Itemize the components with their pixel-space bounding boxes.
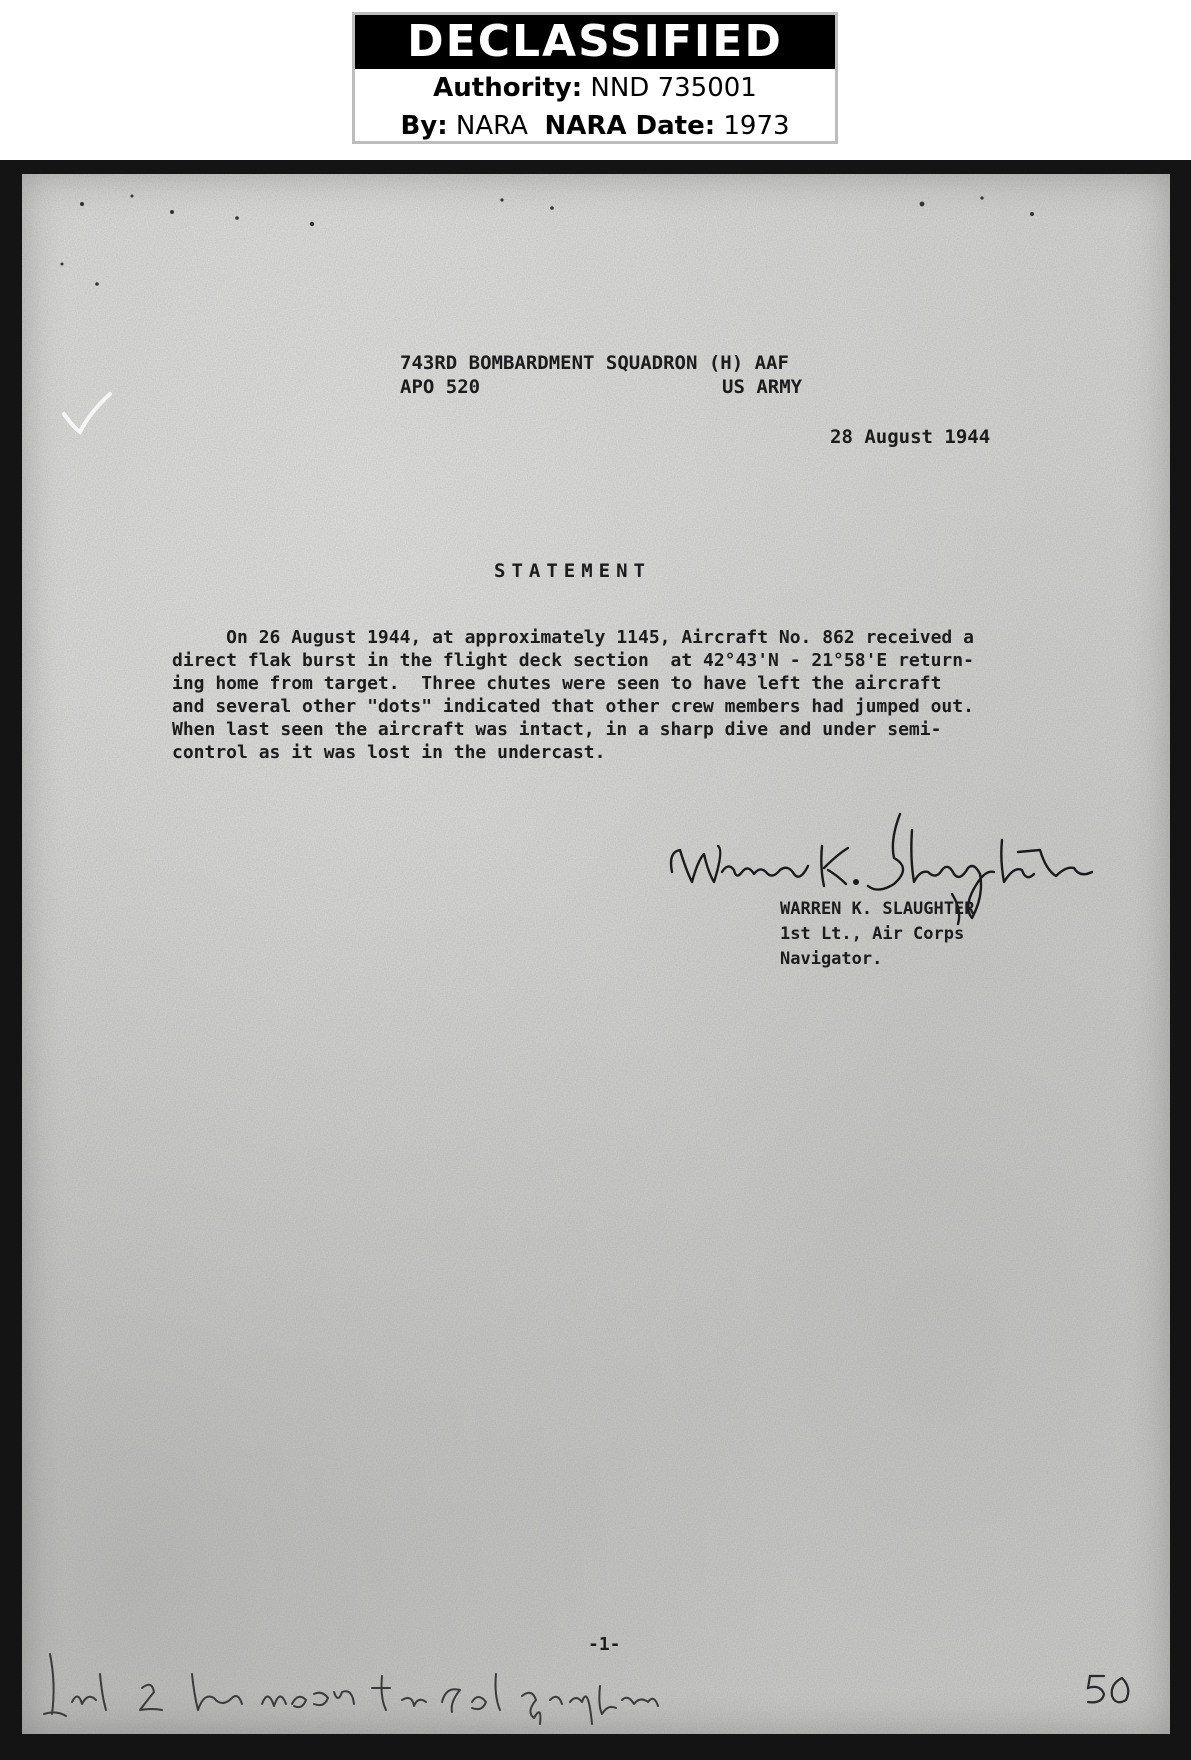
- stamp-authority-value: NND 735001: [590, 73, 757, 103]
- stamp-title: DECLASSIFIED: [355, 15, 835, 69]
- document-date: 28 August 1944: [830, 426, 991, 448]
- statement-heading: STATEMENT: [494, 560, 651, 582]
- paper-sheet: [22, 174, 1170, 1734]
- scanned-page-background: [0, 160, 1191, 1760]
- paper-grain-texture: [22, 174, 1170, 1734]
- signer-name: WARREN K. SLAUGHTER: [780, 899, 975, 919]
- stamp-by-value: NARA: [455, 111, 528, 141]
- signer-role: Navigator.: [780, 949, 883, 969]
- handwritten-corner-number: [1082, 1670, 1142, 1710]
- page-number: -1-: [588, 1634, 621, 1655]
- army-label: US ARMY: [722, 376, 803, 398]
- unit-heading: 743RD BOMBARDMENT SQUADRON (H) AAF: [400, 352, 789, 374]
- stamp-date-label: NARA Date:: [544, 111, 716, 141]
- handwritten-inclosure-note: [42, 1644, 662, 1734]
- checkmark-mark: [56, 384, 116, 444]
- stamp-authority-line: [355, 69, 835, 107]
- apo-number: APO 520: [400, 376, 481, 398]
- stamp-date-value: 1973: [723, 111, 790, 141]
- stamp-authority-label: Authority:: [433, 73, 583, 103]
- signer-rank: 1st Lt., Air Corps: [780, 924, 965, 944]
- stamp-by-label: By:: [400, 111, 448, 141]
- declassified-stamp: [352, 12, 838, 144]
- statement-body: On 26 August 1944, at approximately 1145, Aircraft No. 862 received a direct flak burst in the flight deck section at 42°43'N - 21°58'E return- ing home from target. Three chutes were seen to have left the aircraft and several other "dots" indicated that other crew members had jumped out. When last seen the aircraft was intact, in a sharp dive and under semi- control as it was lost in the undercast.: [172, 627, 974, 763]
- stamp-by-line: [355, 107, 835, 145]
